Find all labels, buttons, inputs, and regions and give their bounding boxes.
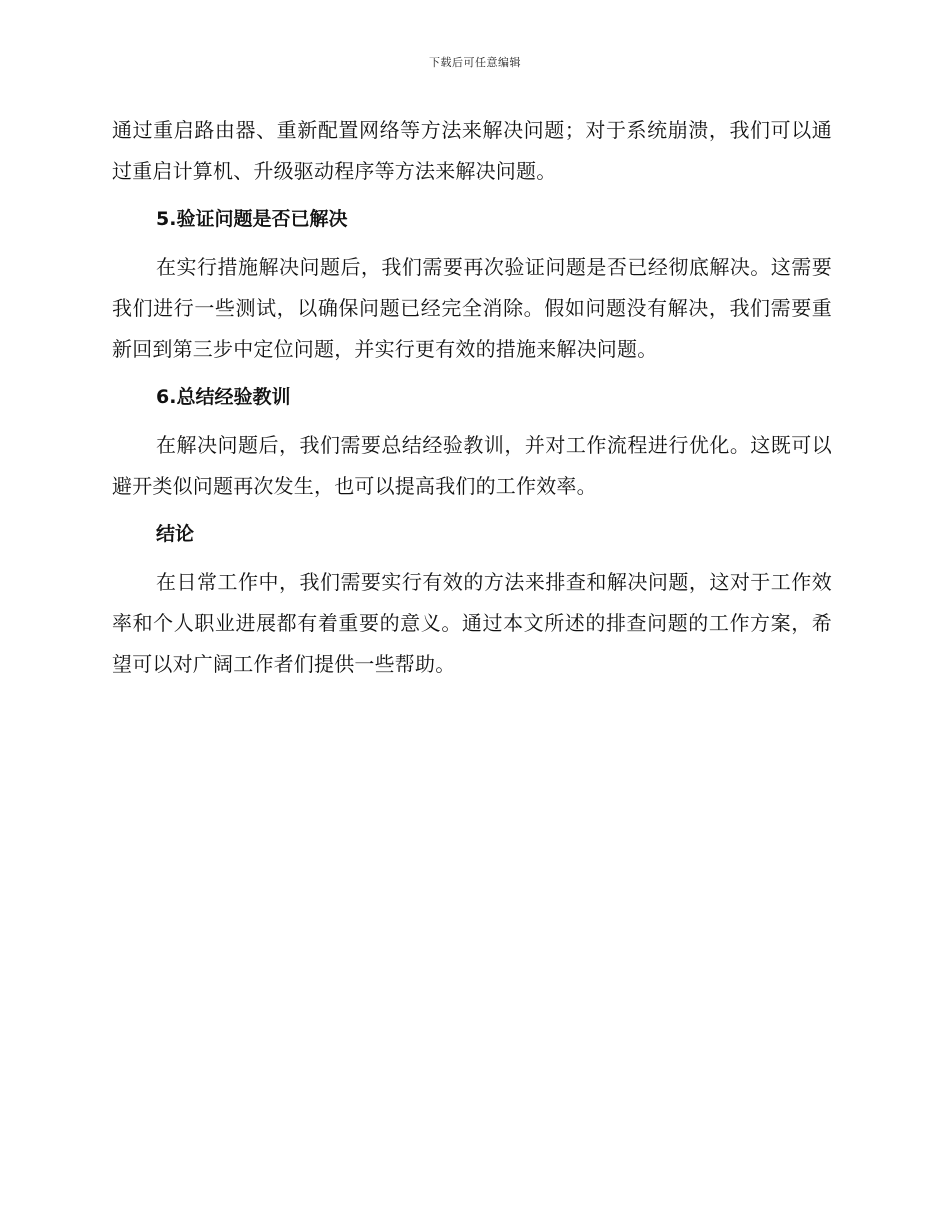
section-heading-lessons: 6.总结经验教训 <box>156 386 291 408</box>
paragraph-conclusion: 在日常工作中，我们需要实行有效的方法来排查和解决问题，这对于工作效率和个人职业进展都有着重要的意义。通过本文所述的排查问题的工作方案，希望可以对广阔工作者们提供一些帮助。 <box>112 570 832 676</box>
document-body <box>112 110 832 685</box>
paragraph-lessons: 在解决问题后，我们需要总结经验教训，并对工作流程进行优化。这既可以避开类似问题再次发生，也可以提高我们的工作效率。 <box>112 433 832 498</box>
paragraph-continuation: 通过重启路由器、重新配置网络等方法来解决问题；对于系统崩溃，我们可以通过重启计算机、升级驱动程序等方法来解决问题。 <box>112 118 832 183</box>
paragraph-verify: 在实行措施解决问题后，我们需要再次验证问题是否已经彻底解决。这需要我们进行一些测试，以确保问题已经完全消除。假如问题没有解决，我们需要重新回到第三步中定位问题，并实行更有效的措施来解决问题。 <box>112 255 832 361</box>
section-heading-conclusion: 结论 <box>156 523 195 545</box>
section-heading-verify: 5.验证问题是否已解决 <box>156 208 348 230</box>
header-note: 下载后可任意编辑 <box>429 56 521 69</box>
